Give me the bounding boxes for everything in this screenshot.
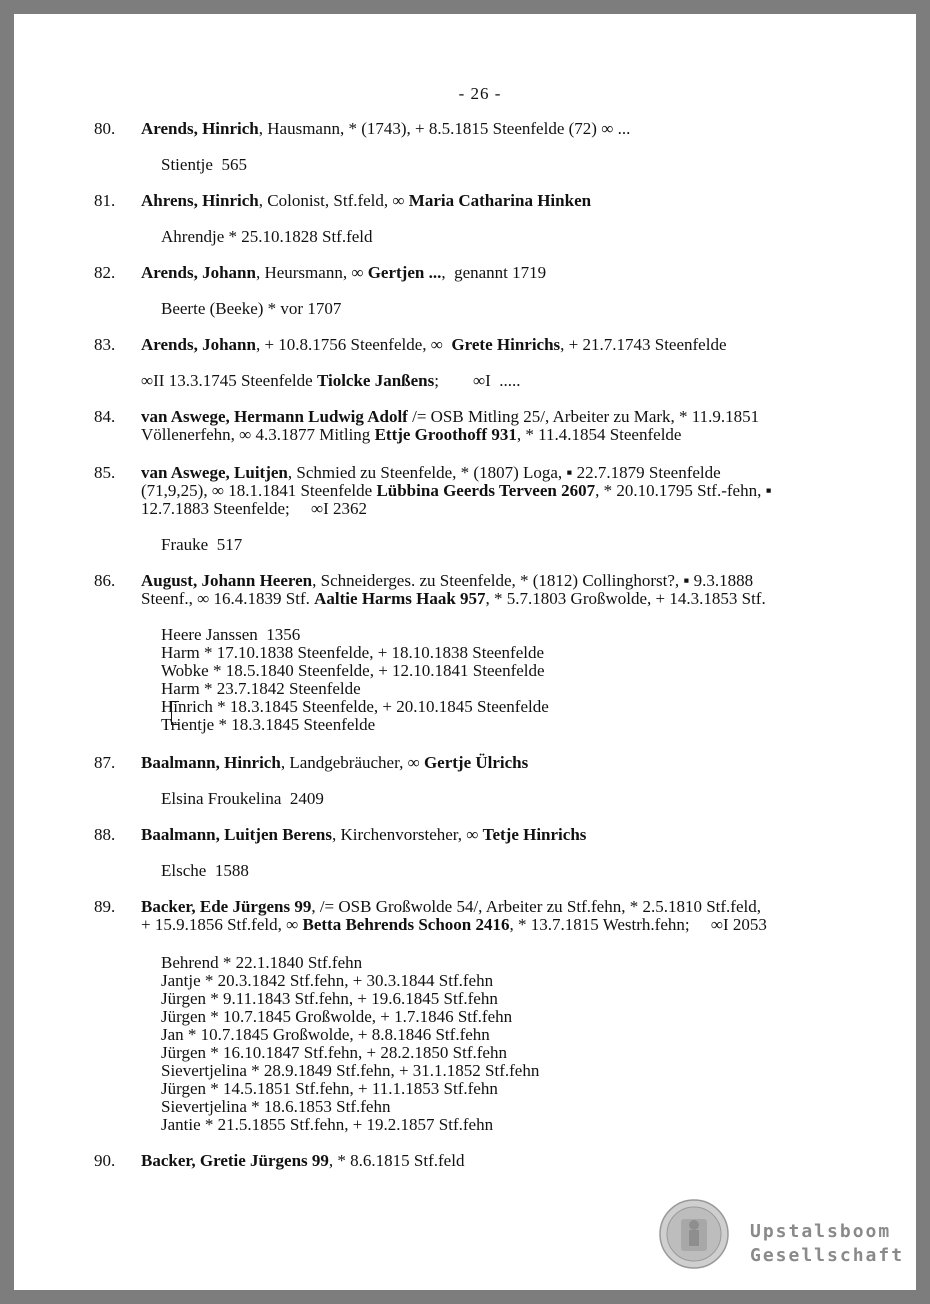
society-name-line2: Gesellschaft [750,1245,905,1266]
entry-number: 81. [94,191,116,210]
entry-text: Ahrens, Hinrich, Colonist, Stf.feld, ∞ Maria Catharina Hinken [141,191,592,210]
children-85: Frauke 517 [161,535,243,554]
entry-number: 88. [94,825,116,844]
page-number: - 26 - [458,84,502,103]
entry-number: 87. [94,753,116,772]
society-name [750,1220,904,1268]
entry-text: Baalmann, Hinrich, Landgebräucher, ∞ Gertje Ülrichs [141,753,529,772]
children-88: Elsche 1588 [161,861,249,880]
entry-number: 90. [94,1151,116,1170]
children-80: Stientje 565 [161,155,247,174]
entry-number: 82. [94,263,116,282]
document-page [14,14,916,1290]
entry-text: Arends, Johann, Heursmann, ∞ Gertjen ..., genannt 1719 [141,263,547,282]
society-name-line1: Upstalsboom [750,1221,892,1242]
entry-number: 86. [94,571,116,590]
entry-text: van Aswege, Hermann Ludwig Adolf /= OSB Mitling 25/, Arbeiter zu Mark, * 11.9.1851 Völlenerfehn, ∞ 4.3.1877 Mitling Ettje Groothoff 931, * 11.4.1854 Steenfelde [141,407,760,444]
entry-number: 84. [94,407,116,426]
entry-text: Arends, Johann, + 10.8.1756 Steenfelde, ∞ Grete Hinrichs, + 21.7.1743 Steenfelde [141,335,727,354]
entry-number: 80. [94,119,116,138]
entry-text: Baalmann, Luitjen Berens, Kirchenvorsteher, ∞ Tetje Hinrichs [141,825,587,844]
society-seal-icon [659,1199,729,1269]
entry-text: van Aswege, Luitjen, Schmied zu Steenfelde, * (1807) Loga, ▪ 22.7.1879 Steenfelde (71,9,25), ∞ 18.1.1841 Steenfelde Lübbina Geerds Terveen 2607, * 20.10.1795 Stf.-fehn, ▪ 12.7.1883 Steenfelde; ∞I 2362 [141,463,772,518]
entry-text: Backer, Gretie Jürgens 99, * 8.6.1815 Stf.feld [141,1151,465,1170]
children-86: Heere Janssen 1356 Harm * 17.10.1838 Steenfelde, + 18.10.1838 Steenfelde Wobke * 18.5.1840 Steenfelde, + 12.10.1841 Steenfelde Harm * 23.7.1842 Steenfelde Hinrich * 18.3.1845 Steenfelde, + 20.10.1845 Steenfelde Trientje * 18.3.1845 Steenfelde [161,625,549,734]
children-81: Ahrendje * 25.10.1828 Stf.feld [161,227,373,246]
children-89: Behrend * 22.1.1840 Stf.fehn Jantje * 20.3.1842 Stf.fehn, + 30.3.1844 Stf.fehn Jürgen * 9.11.1843 Stf.fehn, + 19.6.1845 Stf.fehn Jürgen * 10.7.1845 Großwolde, + 1.7.1846 Stf.fehn Jan * 10.7.1845 Großwolde, + 8.8.1846 Stf.fehn Jürgen * 16.10.1847 Stf.fehn, + 28.2.1850 Stf.fehn Sievertjelina * 28.9.1849 Stf.fehn, + 31.1.1852 Stf.fehn Jürgen * 14.5.1851 Stf.fehn, + 11.1.1853 Stf.fehn Sievertjelina * 18.6.1853 Stf.fehn Jantie * 21.5.1855 Stf.fehn, + 19.2.1857 Stf.fehn [161,953,540,1134]
entry-text: August, Johann Heeren, Schneiderges. zu Steenfelde, * (1812) Collinghorst?, ▪ 9.3.1888 Steenf., ∞ 16.4.1839 Stf. Aaltie Harms Haak 957, * 5.7.1803 Großwolde, + 14.3.1853 Stf. [141,571,766,608]
entry-number: 85. [94,463,116,482]
entry-text: Arends, Hinrich, Hausmann, * (1743), + 8.5.1815 Steenfelde (72) ∞ ... [141,119,631,138]
entry-text: Backer, Ede Jürgens 99, /= OSB Großwolde 54/, Arbeiter zu Stf.fehn, * 2.5.1810 Stf.feld, + 15.9.1856 Stf.feld, ∞ Betta Behrends Schoon 2416, * 13.7.1815 Westrh.fehn; ∞I 2053 [141,897,767,934]
children-82: Beerte (Beeke) * vor 1707 [161,299,342,318]
twin-bracket [171,701,179,725]
children-87: Elsina Froukelina 2409 [161,789,324,808]
children-83: ∞II 13.3.1745 Steenfelde Tiolcke Janßens; ∞I ..... [141,371,521,390]
entry-number: 89. [94,897,116,916]
entry-number: 83. [94,335,116,354]
